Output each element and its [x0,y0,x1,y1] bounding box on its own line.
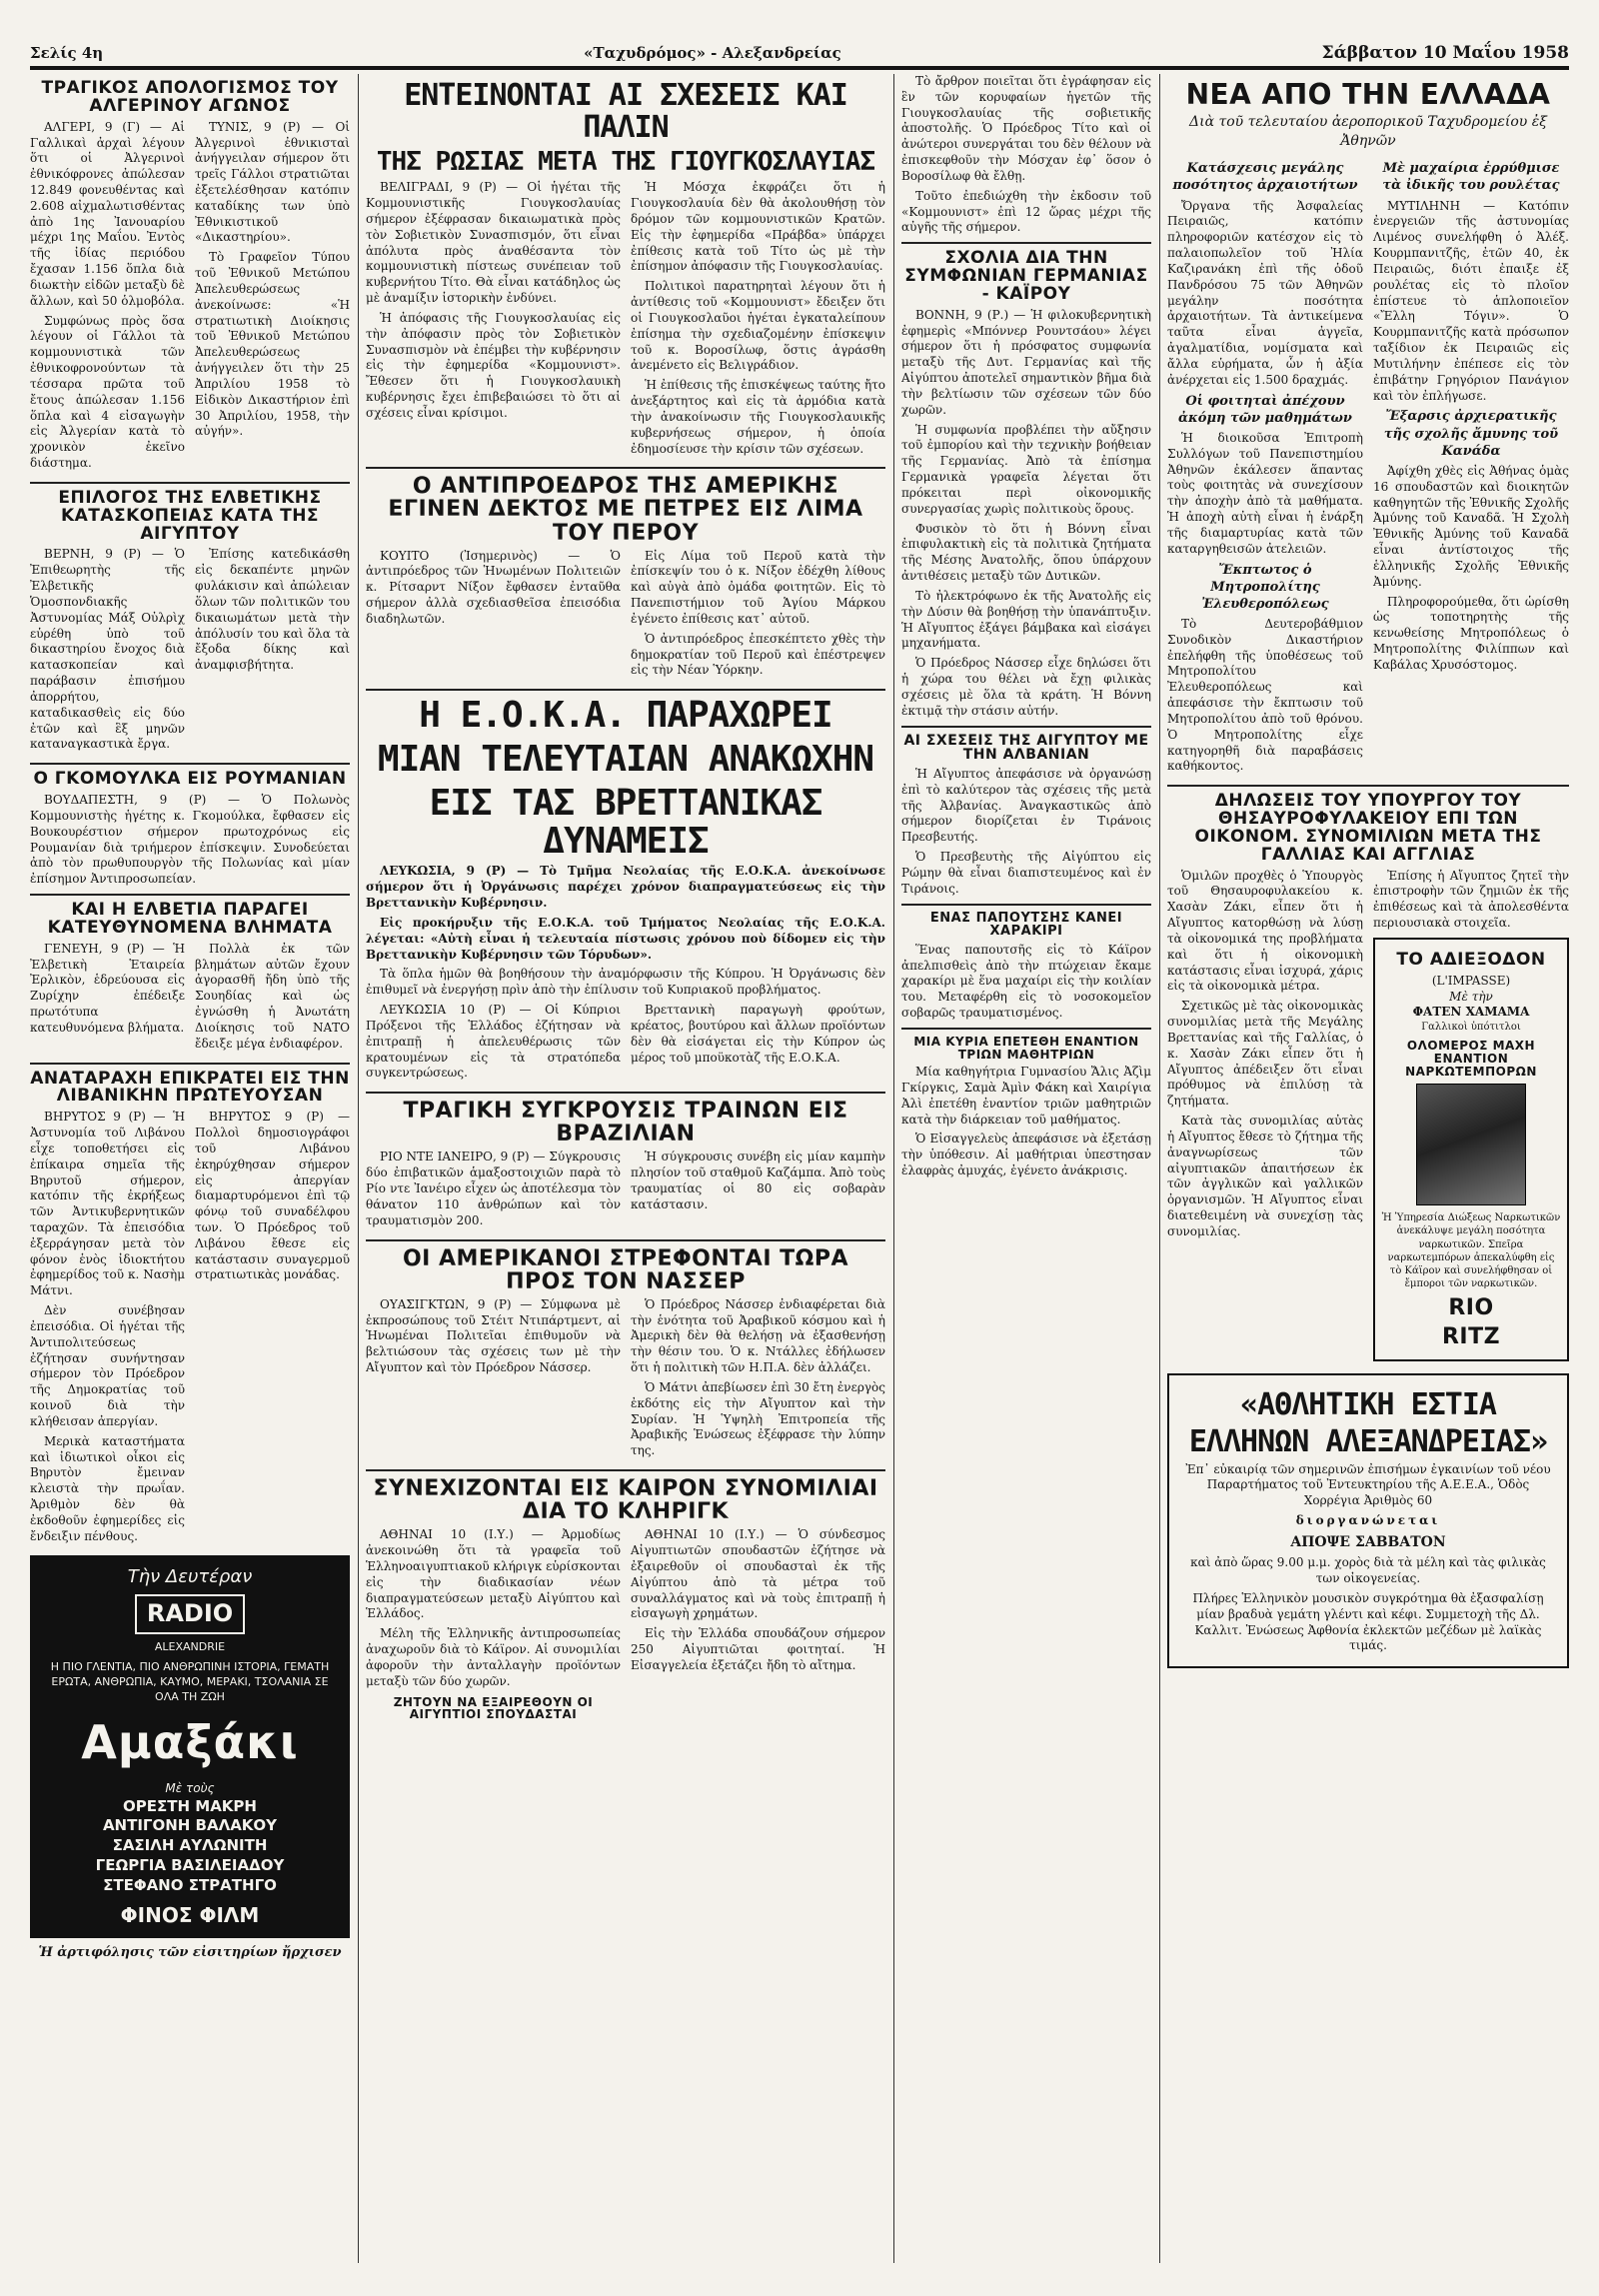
paragraph: Ὁ Πρόεδρος Νάσσερ εἶχε δηλώσει ὅτι ἡ χώρα του θέλει νὰ ἔχῃ φιλικὰς σχέσεις μὲ ὅλα τὰ κράτη. Ἡ Βόννη ἐκτιμᾷ τὴν στάσιν αὐτήν. [901,656,1151,718]
main-headline-line-2: ΤΗΣ ΡΩΣΙΑΣ ΜΕΤΑ ΤΗΣ ΓΙΟΥΓΚΟΣΛΑΥΙΑΣ [376,147,875,177]
headline: ΟΙ ΑΜΕΡΙΚΑΝΟΙ ΣΤΡΕΦΟΝΤΑΙ ΤΩΡΑ ΠΡΟΣ ΤΟΝ ΝΑΣΣΕΡ [402,1245,849,1294]
film-subtitle: (L'IMPASSE) [1431,973,1511,988]
paragraph: ΒΟΝΝΗ, 9 (Ρ.) — Ἡ φιλοκυβερνητικὴ ἐφημερὶς «Μπόννερ Ρουντσάου» λέγει σήμερον ὅτι ἡ πρόσφατος συμφωνία μεταξὺ τῆς Δυτ. Γερμανίας καὶ τῆς Αἰγύπτου ἀποτελεῖ σημαντικὸν βῆμα διὰ τὴν βελτίωσιν τῶν σχέσεων τῶν δύο χωρῶν. [901,307,1151,417]
cinema-name: RADIO [135,1594,245,1634]
film-photo [1416,1084,1526,1205]
cast-member: ΑΝΤΙΓΟΝΗ ΒΑΛΑΚΟΥ [102,1816,278,1835]
headline: Ο ΓΚΟΜΟΥΛΚΑ ΕΙΣ ΡΟΥΜΑΝΙΑΝ [33,769,347,790]
cast-member: ΣΑΣΙΛΗ ΑΥΛΩΝΙΤΗ [112,1836,268,1855]
paragraph: ΡΙΟ ΝΤΕ ΙΑΝΕΙΡΟ, 9 (Ρ) — Σύγκρουσις δύο ἐπιβατικῶν ἁμαξοστοιχιῶν παρὰ τὸ Ρίο ντε Ἰανέιρο εἶχεν ὡς ἀποτέλεσμα τὸν θάνατον 110 ἀνθρώπων καὶ τὸν τραυματισμὸν 200. [366,1149,621,1227]
headline: ΣΥΝΕΧΙΖΟΝΤΑΙ ΕΙΣ ΚΑΙΡΟΝ ΣΥΝΟΜΙΛΙΑΙ ΔΙΑ ΤΟ ΚΛΗΡΙΓΚ [373,1476,878,1525]
paragraph: Ἡ ἀπόφασις τῆς Γιουγκοσλαυίας εἰς τὴν ἀπόφασιν πρὸς τὸν Σοβιετικὸν Συνασπισμὸν νὰ ἐπέμβει τὴν κυβέρνησιν εἰς τὴν ἐφημερίδα «Κομμουνιστ». Ἔθεσεν ὅτι ἡ Γιουγκοσλαυικὴ κυβέρνησις ἔχει ἐπιβεβαιώσει τὸ ὅτι αἱ σχέσεις εἶναι κρίσιμοι. [366,310,621,420]
divider [30,482,350,484]
paragraph: καὶ ἀπὸ ὥρας 9.00 μ.μ. χορὸς διὰ τὰ μέλη καὶ τὰς φιλικὰς των οἰκογενείας. [1190,1555,1546,1586]
article-harakiri [901,912,1151,1022]
paragraph: ΑΠΟΨΕ ΣΑΒΒΑΤΟΝ [1290,1533,1446,1550]
film-title: ΤΟ ΑΔΙΕΞΟΔΟΝ [1396,949,1546,970]
headline: ΚΑΙ Η ΕΛΒΕΤΙΑ ΠΑΡΑΓΕΙ ΚΑΤΕΥΘΥΝΟΜΕΝΑ ΒΛΗΜΑΤΑ [47,900,333,938]
paragraph: Πλήρες Ἑλληνικὸν μουσικὸν συγκρότημα θὰ ἐξασφαλίσῃ μίαν βραδυὰ γεμάτη γλέντι καὶ κέφι. Συμμετοχὴ τῆς Δλ. Καλλιτ. Ἑνώσεως Ἀφθονία ἐκλεκτῶν μεζέδων μὲ λαϊκὰς τιμάς. [1192,1591,1544,1653]
sport-hearth-announcement [1167,1373,1569,1669]
paragraph: Ὁ Πρεσβευτὴς τῆς Αἰγύπτου εἰς Ρώμην θὰ εἶναι διαπιστευμένος καὶ ἐν Τιράνοις. [901,850,1151,896]
paragraph: Ἐπίσης ἡ Αἴγυπτος ζητεῖ τὴν ἐπιστροφὴν τῶν ζημιῶν ἐκ τῆς ἐπιθέσεως καὶ τὰ ἀπολεσθέντα περιουσιακὰ στοιχεῖα. [1373,868,1569,931]
paragraph: ΑΘΗΝΑΙ 10 (Ι.Υ.) — Ἀρμοδίως ἀνεκοινώθη ὅτι τὰ γραφεῖα τοῦ Ἑλληνοαιγυπτιακοῦ κλήριγκ εὑρίσκονται εἰς τὴν διαδικασίαν νέων διαπραγματεύσεων μεταξὺ Αἰγύπτου καὶ Ἑλλάδος. [366,1527,621,1621]
column-3 [901,74,1151,2263]
item-title: Ἔξαρσις ἀρχιερατικῆς τῆς σχολῆς ἄμυνης τοῦ Κανάδα [1383,409,1559,459]
divider [901,904,1151,906]
paragraph: ΒΕΛΙΓΡΑΔΙ, 9 (Ρ) — Οἱ ἡγέται τῆς Κομμουνιστικῆς Γιουγκοσλαυίας σήμερον ἐξέφρασαν δικαιωματικὰ πρὸς τὸν Σοβιετικὸν Συνασπισμόν, ὅτι εἶναι ἀπόλυτα πρὸς ἀναθέσαντα τὸν κομμουνιστικὴ πίστεως συνέπειαν τοῦ κυβερνήτου Τίτο. Θὰ εἶναι κατάδηλος ὡς μὲ ἀναμίξιν ἱστορικὴν ἐνδύνει. [366,180,621,306]
paragraph: Πληροφορούμεθα, ὅτι ὡρίσθη ὡς τοποτηρητὴς τῆς κενωθείσης Μητροπόλεως ὁ Μητροπολίτης Φιλίππων καὶ Καβάλας Χρυσόστομος. [1373,594,1569,672]
paragraph: ΒΗΡΥΤΟΣ 9 (Ρ) — Ἡ Ἀστυνομία τοῦ Λιβάνου εἶχε τοποθετήσει εἰς ἐπίκαιρα σημεῖα τῆς Βηρυτοῦ σήμερον, κατόπιν τῆς ἐκρήξεως τῶν Ἀντικυβερνητικῶν ταραχῶν. Τὰ ἐπεισόδια ἐξερράγησαν μετὰ τὸν φόνον ἑνὸς ἰδιοκτήτου ἐφημερίδος τοῦ κ. Νασὴμ Μάτνι. [30,1110,185,1298]
paragraph: Τὸ Δευτεροβάθμιον Συνοδικὸν Δικαστήριον ἐπελήφθη τῆς ὑποθέσεως τοῦ Μητροπολίτου Ἐλευθεροπόλεως καὶ ἀπεφάσισε τὴν ἔκπτωσιν τοῦ Μητροπολίτου ἀπὸ τοῦ θρόνου. Ὁ Μητροπολίτης εἶχε κατηγορηθῆ διὰ παραβάσεις καθήκοντος. [1167,616,1363,774]
masthead-rule [30,66,1569,70]
issue-date: Σάββατον 10 Μαΐου 1958 [1321,43,1569,63]
paragraph: Φυσικὸν τὸ ὅτι ἡ Βόννη εἶναι ἐπιφυλακτικὴ εἰς τὰ πολιτικὰ ζητήματα τῆς Μέσης Ἀνατολῆς, ὅπου ὑπάρχουν ἀντιθέσεις μεταξὺ τῶν Δυτικῶν. [901,521,1151,584]
cast-member: ΟΡΕΣΤΗ ΜΑΚΡΗ [123,1796,257,1815]
paragraph: Μερικὰ καταστήματα καὶ ἰδιωτικοὶ οἶκοι εἰς Βηρυτὸν ἔμειναν κλειστὰ τὴν πρωΐαν. Ἀριθμὸν δὲν θὰ ἐκδοθοῦν ἐφημερίδες εἰς ἔνδειξιν πένθους. [30,1433,185,1543]
center-column [366,74,885,2263]
cinema-name: RIO [1448,1295,1494,1321]
divider [1167,785,1569,787]
divider [366,1092,885,1094]
column-4 [1167,74,1569,2263]
article-finance-minister [1167,793,1569,1366]
announcement-title-2: ΕΛΛΗΝΩΝ ΑΛΕΞΑΝΔΡΕΙΑΣ» [1188,1424,1548,1460]
paragraph: Ἐπίσης κατεδικάσθη εἰς δεκαπέντε μηνῶν φυλάκισιν καὶ ἀπώλειαν ὅλων τῶν πολιτικῶν του δικαιωμάτων μετὰ τὴν ἀπόλυσίν του καὶ ὅλα τὰ ἔξοδα δίκης καὶ ἀναμφισβήτητα. [195,547,350,673]
cast-member: ΣΤΕΦΑΝΟ ΣΤΡΑΤΗΓΟ [103,1875,277,1894]
main-headline-line-1: ΕΝΤΕΙΝΟΝΤΑΙ ΑΙ ΣΧΕΣΕΙΣ ΚΑΙ ΠΑΛΙΝ [404,78,847,145]
article-gomulka [30,771,350,888]
paragraph: Ὁ ἀντιπρόεδρος ἐπεσκέπτετο χθὲς τὴν δημοκρατίαν τοῦ Περοῦ καὶ ἐπέστρεψεν εἰς τὴν Νέαν Ὑόρκην. [631,631,885,678]
film-note: Γαλλικοὶ ὑπότιτλοι [1421,1022,1521,1034]
paragraph: Κατὰ τὰς συνομιλίας αὐτὰς ἡ Αἴγυπτος ἔθεσε τὸ ζήτημα τῆς ἀναγνωρίσεως τῶν αἰγυπτιακῶν ἀπαιτήσεων ἐκ τῶν ἀγγλικῶν καὶ γαλλικῶν ὀργανισμῶν. Ἡ Αἴγυπτος εἶναι διατεθειμένη νὰ συνεχίσῃ τὰς συνομιλίας. [1167,1114,1363,1238]
film-headline: ΟΛΟΜΕΡΟΣ ΜΑΧΗ ΕΝΑΝΤΙΟΝ ΝΑΡΚΩΤΕΜΠΟΡΩΝ [1405,1039,1537,1079]
ad-with: Μὲ τὴν [1449,989,1493,1004]
article-russia-yugoslavia [366,80,885,461]
paragraph: Εἰς Λίμα τοῦ Περοῦ κατὰ τὴν ἐπίσκεψίν του ὁ κ. Νίξον ἐδέχθη λίθους καὶ αὐγὰ ἀπὸ ὀμάδα φοιτητῶν. Εἰς τὸ Πανεπιστήμιον τοῦ Ἁγίου Μάρκου ἐγένετο ἐπίθεσις κατ᾿ αὐτοῦ. [631,548,885,626]
item-title: Κατάσχεσις μεγάλης ποσότητος ἀρχαιοτήτων [1172,161,1358,194]
paragraph: Τὸ Γραφεῖον Τύπου τοῦ Ἐθνικοῦ Μετώπου Ἀπελευθερώσεως ἀνεκοίνωσε: «Ἡ στρατιωτικὴ Διοίκησις τοῦ Ἐθνικοῦ Μετώπου Ἀπελευθερώσεως ἀνήγγειλεν ὅτι τὴν 25 Ἀπριλίου 1958 τὸ Εἰδικὸν Δικαστήριον ἐπὶ 30 Ἀπριλίου, 1958, τὴν αὐγήν». [195,250,350,439]
divider [901,1028,1151,1030]
divider [30,763,350,765]
section-subtitle: Διὰ τοῦ τελευταίου ἀεροπορικοῦ Ταχυδρομείου ἐξ Ἀθηνῶν [1188,114,1547,149]
item-title: Μὲ μαχαίρια ἐρρύθμισε τὰ ἰδικῆς του ρουλέτας [1382,161,1560,194]
paragraph: ΜΥΤΙΛΗΝΗ — Κατόπιν ἐνεργειῶν τῆς ἀστυνομίας Λιμένος συνελήφθη ὁ Ἀλέξ. Κουρμπανιτζῆς, ἐτῶν 40, ἐκ Πειραιῶς, διότι ἐπαιξε ἐξ ρουλέτας εἰς τὸ πλοῖον ἐπίστευε τὸ ἁπλοποιεῖον «Ἔλλη Τόγιν». Ὁ Κουρμπανιτζῆς κατὰ πρόσωπον ταξίδιον ἐκ Πειραιῶς εἰς Μυτιλήνην ἐπέπεσε εἰς τὸν ἐπιβάτην Γρηγόριον Πανάγιον καὶ τὸν ἐπλήγωσε. [1373,198,1569,403]
article-algeria [30,80,350,476]
article-clearing-talks [366,1477,885,1725]
paragraph: Ἡ σύγκρουσις συνέβη εἰς μίαν καμπὴν πλησίον τοῦ σταθμοῦ Καζάμπα. Ἀπὸ τοὺς τραυματίας οἱ 80 εἰς σοβαρὰν κατάστασιν. [631,1149,885,1211]
paragraph: Ἡ διοικοῦσα Ἐπιτροπὴ Συλλόγων τοῦ Πανεπιστημίου Ἀθηνῶν ἐκάλεσεν ἅπαντας τοὺς φοιτητὰς νὰ συνεχίσουν τὴν ἀποχὴν ἀπὸ τὰ μαθήματα. Ἡ ἀποχὴ αὐτὴ εἶναι ἡ ἐνάρξη τῆς διαμαρτυρίας κατὰ τῶν καταργηθεισῶν ἀτελειῶν. [1167,430,1363,556]
paragraph: ΒΕΡΝΗ, 9 (Ρ) — Ὁ Ἐπιθεωρητὴς τῆς Ἐλβετικῆς Ὁμοσπονδιακῆς Ἀστυνομίας Μάξ Οὐλρὶχ εὑρέθη ὑπὸ τοῦ δικαστηρίου ἔνοχος διὰ κατασκοπείαν καὶ παράβασιν ἐπισήμου ἀπορρήτου, καταδικασθεὶς εἰς δύο ἐτῶν καὶ ἓξ μηνῶν καταναγκαστικὰ ἔργα. [30,547,185,752]
film-star: ΦΑΤΕΝ ΧΑΜΑΜΑ [1412,1005,1530,1020]
paragraph: Ὁ Πρόεδρος Νάσσερ ἐνδιαφέρεται διὰ τὴν ἑνότητα τοῦ Ἀραβικοῦ κόσμου καὶ ἡ Ἀμερικὴ δὲν θὰ θελήσῃ νὰ ἐξασθενήσῃ τὴν θέσιν του. Ὁ κ. Ντάλλες ἐδήλωσεν ὅτι ἡ πολιτικὴ τῶν Η.Π.Α. δὲν ἀλλάζει. [631,1296,885,1375]
film-advertisement [1373,938,1569,1361]
paragraph: Μία καθηγήτρια Γυμνασίου Ἄλις Ἀζὶμ Γκίργκις, Σαμὰ Ἀμὶν Φάκη καὶ Χαιρίγια Ἀλὶ ἐπετέθη ἐναντίον τριῶν μαθητριῶν κατὰ τὴν διάρκειαν τοῦ μαθήματος. [901,1065,1151,1127]
paragraph: Τὸ ἠλεκτρόφωνο ἐκ τῆς Ἀνατολῆς εἰς τὴν Δύσιν θὰ βοηθήσῃ τὴν ὑπανάπτυξιν. Ἡ Αἴγυπτος ἐξάγει βάμβακα καὶ εἰσάγει μηχανήματα. [901,588,1151,651]
paragraph: ΚΟΥΙΤΟ (Ἰσημερινὸς) — Ὁ ἀντιπρόεδρος τῶν Ἡνωμένων Πολιτειῶν κ. Ρίτσαρντ Νίξον ἔφθασεν ἐνταῦθα σήμερον ἀλλὰ σχεδιασθεῖσα ἐπεισόδια διαδηλωτῶν. [366,548,621,626]
paragraph: Τὸ ἄρθρον ποιεῖται ὅτι ἐγράφησαν εἰς ἓν τῶν κορυφαίων ἡγετῶν τῆς Γιουγκοσλαυίας τῆς σοβιετικῆς ἀποστολῆς. Ὁ Πρόεδρος Τίτο καὶ οἱ ἀνώτεροι συνεργάται του δὲν θέλουν νὰ ἐπισκεφθοῦν τὴν Μόσχαν ἐφ᾿ ὅσον ὁ Βοροσίλωφ θὰ ἔλθῃ. [901,74,1151,183]
ad-with: Μὲ τοὺς [165,1780,215,1795]
paragraph: Πολλὰ ἐκ τῶν βλημάτων αὐτῶν ἔχουν ἀγορασθῆ ἤδη ὑπὸ τῆς Σουηδίας καὶ ὡς ἐγνώσθη ἡ Ἀνωτάτη Διοίκησις τοῦ ΝΑΤΟ ἔδειξε μέγα ἐνδιαφέρον. [195,941,350,1051]
headline: ΤΡΑΓΙΚΟΣ ΑΠΟΛΟΓΙΣΜΟΣ ΤΟΥ ΑΛΓΕΡΙΝΟΥ ΑΓΩΝΟΣ [41,78,339,116]
headline: Ο ΑΝΤΙΠΡΟΕΔΡΟΣ ΤΗΣ ΑΜΕΡΙΚΗΣ ΕΓΙΝΕΝ ΔΕΚΤΟΣ ΜΕ ΠΕΤΡΕΣ ΕΙΣ ΛΙΜΑ ΤΟΥ ΠΕΡΟΥ [388,474,863,546]
column-rule [1159,74,1160,2263]
headline: ΕΝΑΣ ΠΑΠΟΥΤΣΗΣ ΚΑΝΕΙ ΧΑΡΑΚΙΡΙ [929,910,1123,940]
newspaper-name: «Ταχυδρόμος» - Αλεξανδρείας [584,44,841,62]
film-description: Ἡ Ὑπηρεσία Διώξεως Ναρκωτικῶν ἀνεκάλυψε μεγάλη ποσότητα ναρκωτικῶν. Σπεῖρα ναρκωτεμπόρων ἀπεκαλύφθη εἰς τὸ Κάϊρον καὶ συνελήφθησαν οἱ ἔμποροι τῶν ναρκωτικῶν. [1381,1212,1561,1290]
headline: ΣΧΟΛΙΑ ΔΙΑ ΤΗΝ ΣΥΜΦΩΝΙΑΝ ΓΕΡΜΑΝΙΑΣ - ΚΑΪΡΟΥ [904,248,1148,304]
news-from-greece [1167,80,1569,779]
paragraph: Μέλη τῆς Ἑλληνικῆς ἀντιπροσωπείας ἀναχωροῦν διὰ τὸ Κάϊρον. Αἱ συνομιλίαι ἀφοροῦν τὴν ἀνταλλαγὴν προϊόντων μεταξὺ τῶν δύο χωρῶν. [366,1626,621,1688]
divider [901,242,1151,244]
paragraph: Ὄργανα τῆς Ἀσφαλείας Πειραιῶς, κατόπιν πληροφοριῶν κατέσχον εἰς τὸ παλαιοπωλεῖον τοῦ Ἠλία Καζιρανάκη ἐπὶ τῆς ὁδοῦ Πανδρόσου 75 τῶν Ἀθηνῶν μεγάλην ποσότητα ἀρχαιοτήτων. Τὰ ἀντικείμενα ταῦτα εἶναι ἀγγεῖα, ἀγαλματίδια, νομίσματα καὶ ἄλλα εὑρήματα, ὧν ἡ ἀξία ἀνέρχεται εἰς 1.500 δραχμάς. [1167,198,1363,387]
paragraph: Ὁ Μάτνι ἀπεβίωσεν ἐπὶ 30 ἔτη ἐνεργὸς ἐκδότης εἰς τὴν Αἴγυπτον καὶ τὴν Συρίαν. Ἡ Ὑψηλὴ Ἐπιτροπεία τῆς Ἀραβικῆς Ἑνώσεως ἐξέφρασε τὴν λύπην της. [631,1379,885,1458]
paragraph: ΒΗΡΥΤΟΣ 9 (Ρ) — Πολλοὶ δημοσιογράφοι τοῦ Λιβάνου ἐκηρύχθησαν σήμερον εἰς ἀπεργίαν διαμαρτυρόμενοι ἐπὶ τῷ φόνῳ τοῦ συναδέλφου των. Ὁ Πρόεδρος τοῦ Λιβάνου ἔθεσε εἰς κατάστασιν συναγερμοῦ στρατιωτικὰς μονάδας. [195,1110,350,1282]
paragraph: διοργανώνεται [1295,1513,1441,1528]
paragraph: ΛΕΥΚΩΣΙΑ, 9 (Ρ) — Τὸ Τμῆμα Νεολαίας τῆς Ε.Ο.Κ.Α. ἀνεκοίνωσε σήμερον ὅτι ἡ Ὀργάνωσις παρέχει χρόνον διαπραγματεύσεως εἰς τὴν Βρεττανικὴν Κυβέρνησιν. [366,864,885,911]
paragraph: Σχετικῶς μὲ τὰς οἰκονομικὰς συνομιλίας μετὰ τῆς Μεγάλης Βρεττανίας καὶ τῆς Γαλλίας, ὁ κ. Χασὰν Ζάκι εἶπεν ὅτι ἡ Αἴγυπτος ἀπέδειξεν ὅτι εἶναι πρόθυμος νὰ ἐπιλύσῃ τὰ ζητήματα. [1167,999,1363,1109]
headline: ΤΡΑΓΙΚΗ ΣΥΓΚΡΟΥΣΙΣ ΤΡΑΙΝΩΝ ΕΙΣ ΒΡΑΖΙΛΙΑΝ [403,1099,848,1148]
paragraph: ΒΟΥΔΑΠΕΣΤΗ, 9 (Ρ) — Ὁ Πολωνὸς Κομμουνιστὴς ἡγέτης κ. Γκομούλκα, ἔφθασεν εἰς Βουκουρέστιον σήμερον πρωτοχρόνως εἰς Ρουμανίαν διὰ τριήμερον ἐπίσκεψιν. Συνοδεύεται ἀπὸ τὸν πρωθυπουργὸν τῆς Πολωνίας καὶ μίαν ἐπίσημον Ἀντιπροσωπείαν. [30,793,350,887]
producer: ΦΙΝΟΣ ΦΙΛΜ [120,1902,260,1927]
paragraph: Ἡ Μόσχα ἐκφράζει ὅτι ἡ Γιουγκοσλαυία δὲν θὰ ἀκολουθήσῃ τὸν δρόμον τῶν κομμουνιστικῶν Κρατῶν. Εἰς τὴν ἐφημερίδα «Πράβδα» ὑπάρχει ἐπίθεσις κατὰ τοῦ Τίτο ὡς μὲ τὴν ἐπίσημον ἀπόφασιν τῆς Γιουγκοσλαυίας. [631,180,885,274]
announcement-title: «ΑΘΛΗΤΙΚΗ ΕΣΤΙΑ [1240,1386,1496,1422]
article-teacher [901,1036,1151,1179]
article-swiss-missiles [30,902,350,1056]
divider [366,1469,885,1471]
divider [30,894,350,896]
paragraph: Τὰ ὅπλα ἡμῶν θὰ βοηθήσουν τὴν ἀναμόρφωσιν τῆς Κύπρου. Ἡ Ὀργάνωσις δὲν ἐπιθυμεῖ νὰ ἐνεργήσῃ πρὶν ἀπὸ τὴν ἐπίλυσιν τοῦ Κυπριακοῦ προβλήματος. [366,967,885,998]
page-number: Σελίς 4η [30,44,104,62]
ad-tagline: Η ΠΙΟ ΓΛΕΝΤΙΑ, ΠΙΟ ΑΝΘΡΩΠΙΝΗ ΙΣΤΟΡΙΑ, ΓΕΜΑΤΗ ΕΡΩΤΑ, ΑΝΘΡΩΠΙΑ, ΚΑΥΜΟ, ΜΕΡΑΚΙ, ΤΣΟΛΑΝΙΑ ΣΕ ΟΛΑ ΤΗ ΖΩΗ [50,1660,330,1703]
article-americans-nasser [366,1247,885,1463]
paragraph: Ὁμιλῶν προχθὲς ὁ Ὑπουργὸς τοῦ Θησαυροφυλακείου κ. Χασὰν Ζάκι, εἶπεν ὅτι ἡ Αἴγυπτος κατορθώσῃ νὰ λύσῃ τὰ οἰκονομικά της προβλήματα καὶ ὅτι ἡ οἰκονομικὴ κατάστασις εἶναι ἰσχυρά, χάρις εἰς τὰ οἰκονομικὰ μέτρα. [1167,868,1363,994]
subheadline: ΖΗΤΟΥΝ ΝΑ ΕΞΑΙΡΕΘΟΥΝ ΟΙ ΑΙΓΥΠΤΙΟΙ ΣΠΟΥΔΑΣΤΑΙ [393,1694,594,1722]
column-rule [358,74,359,2263]
column-rule [893,74,894,2263]
divider [30,1063,350,1065]
paragraph: Συμφώνως πρὸς ὅσα λέγουν οἱ Γάλλοι τὰ κομμουνιστικὰ τῶν ἐθνικοφρονούντων τὰ τέσσαρα πρῶτα τοῦ ἔτους ἀπώλεσαν 1.156 ὅπλα καὶ 4 εἰσαγωγὴν εἰς Ἀλγερίαν κατὰ τὸ χρονικὸν ἐκεῖνο διάστημα. [30,313,185,471]
paragraph: Ἡ ἐπίθεσις τῆς ἐπισκέψεως ταύτης ἤτο ἀνεξάρτητος καὶ εἰς τὰ ἀρμόδια κατὰ τὴν ἀνακοίνωσιν τῆς Γιουγκοσλαυικῆς κυβερνήσεως σήμερον, ἡ ὁποία ἐδημοσίευσε τὴν κρίσιν τῶν σχέσεων. [631,378,885,456]
article-nixon [366,475,885,683]
headline: ΑΝΑΤΑΡΑΧΗ ΕΠΙΚΡΑΤΕΙ ΕΙΣ ΤΗΝ ΛΙΒΑΝΙΚΗΝ ΠΡΩΤΕΥΟΥΣΑΝ [30,1068,350,1107]
article-germany-cairo [901,250,1151,719]
paragraph: ΑΘΗΝΑΙ 10 (Ι.Υ.) — Ὁ σύνδεσμος Αἰγυπτιωτῶν σπουδαστῶν ἐζήτησε νὰ ἐξαιρεθοῦν οἱ σπουδασταὶ ἐκ τῆς Αἰγύπτου ἀπὸ τὰ μέτρα τοῦ συναλλάγματος καὶ νὰ τοὺς ἐπιτραπῇ ἡ εἰσαγωγὴ χρημάτων. [631,1527,885,1621]
divider [901,726,1151,728]
paragraph: Εἰς προκήρυξιν τῆς Ε.Ο.Κ.Α. τοῦ Τμήματος Νεολαίας τῆς Ε.Ο.Κ.Α. λέγεται: «Αὐτὴ εἶναι ἡ τελευταία πίστωσις χρόνου ποὺ δίδομεν εἰς τὴν Βρεττανικὴν Κυβέρνησιν τῶν Τόρυδων». [366,915,885,962]
article-brazil-trains [366,1100,885,1232]
cast-member: ΓΕΩΡΓΙΑ ΒΑΣΙΛΕΙΑΔΟΥ [95,1855,285,1874]
paragraph: Ἐπ᾿ εὐκαιρίᾳ τῶν σημερινῶν ἐπισήμων ἐγκαινίων τοῦ νέου Παραρτήματος τοῦ Ἐντευκτηρίου τῆς Α.Ε.Ε.Α., Ὁδὸς Χορρέγια Ἀριθμὸς 60 [1185,1461,1551,1508]
paragraph: Δὲν συνέβησαν ἐπεισόδια. Οἱ ἡγέται τῆς Ἀντιπολιτεύσεως ἐζήτησαν συνήντησαν σήμερον τὸν Πρόεδρον τῆς Δημοκρατίας τοῦ κοινοῦ διὰ τὴν κλήθεισαν ἀπεργίαν. [30,1303,185,1428]
eoka-headline-line-3: ΕΙΣ ΤΑΣ ΒΡΕΤΤΑΝΙΚΑΣ ΔΥΝΑΜΕΙΣ [429,782,822,862]
article-swiss-espionage [30,487,350,757]
paragraph: ΟΥΑΣΙΓΚΤΩΝ, 9 (Ρ) — Σύμφωνα μὲ ἐκπροσώπους τοῦ Στέιτ Ντιπάρτμεντ, αἱ Ἡνωμέναι Πολιτεῖαι ἐπιθυμοῦν νὰ βελτιώσουν τὰς σχέσεις των μὲ τὴν Αἴγυπτον καὶ τὸν Πρόεδρον Νάσσερ. [366,1296,621,1375]
ad-date: Τὴν Δευτέραν [127,1565,253,1587]
cinema-name: RITZ [1441,1324,1501,1350]
paragraph: Εἰς τὴν Ἑλλάδα σπουδάζουν σήμερον 250 Αἰγυπτιῶται φοιτηταί. Ἡ Εἰσαγγελεία ἐξετάζει ἤδη τὸ αἴτημα. [631,1626,885,1672]
headline: ΑΙ ΣΧΕΣΕΙΣ ΤΗΣ ΑΙΓΥΠΤΟΥ ΜΕ ΤΗΝ ΑΛΒΑΝΙΑΝ [903,732,1149,764]
paragraph: Ὁ Εἰσαγγελεὺς ἀπεφάσισε νὰ ἐξετάσῃ τὴν ὑπόθεσιν. Αἱ μαθήτριαι ὑπεστησαν ἐλαφρὰς ἀμυχάς, ἐγένετο ἀνάκρισις. [901,1132,1151,1178]
column-1 [30,74,350,2263]
eoka-headline-line-2: ΜΙΑΝ ΤΕΛΕΥΤΑΙΑΝ ΑΝΑΚΩΧΗΝ [377,739,874,781]
masthead [30,40,1569,66]
headline: ΔΗΛΩΣΕΙΣ ΤΟΥ ΥΠΟΥΡΓΟΥ ΤΟΥ ΘΗΣΑΥΡΟΦΥΛΑΚΕΙΟΥ ΕΠΙ ΤΩΝ ΟΙΚΟΝΟΜ. ΣΥΝΟΜΙΛΙΩΝ ΜΕΤΑ ΤΗΣ ΓΑΛΛΙΑΣ ΚΑΙ ΑΓΓΛΙΑΣ [1194,791,1542,865]
cinema-advertisement [30,1555,350,1938]
ad-footer: Ἡ ἀρτιφόλησις τῶν εἰσιτηρίων ἤρχισεν [38,1944,342,1960]
eoka-headline-line-1: Η Ε.Ο.Κ.Α. ΠΑΡΑΧΩΡΕΙ [419,695,832,737]
cinema-city: ALEXANDRIE [154,1639,226,1653]
item-title: Οἱ φοιτηταὶ ἀπέχουν ἀκόμη τῶν μαθημάτων [1178,393,1352,426]
item-title: Ἔκπτωτος ὁ Μητροπολίτης Ἐλευθεροπόλεως [1201,562,1329,612]
divider [366,689,885,691]
paragraph: Βρεττανικὴ παραγωγὴ φρούτων, κρέατος, βουτύρου καὶ ἄλλων προϊόντων δὲν θὰ εἰσάγεται εἰς τὴν Κύπρον ὡς μέρος τοῦ μποϋκοτὰζ τῆς Ε.Ο.Κ.Α. [631,1003,885,1065]
article-continued-yugoslavia [901,74,1151,236]
headline: ΜΙΑ ΚΥΡΙΑ ΕΠΕΤΕΘΗ ΕΝΑΝΤΙΟΝ ΤΡΙΩΝ ΜΑΘΗΤΡΙΩΝ [913,1034,1139,1062]
paragraph: ΑΛΓΕΡΙ, 9 (Γ) — Αἱ Γαλλικαὶ ἀρχαὶ λέγουν ὅτι οἱ Ἀλγερινοὶ ἐθνικόφρονες ἀπώλεσαν 12.849 φονευθέντας καὶ 2.608 αἰχμαλωτισθέντας ἀπὸ 1ης Ἰανουαρίου μέχρι 1ης Μαΐου. Ἐντὸς τῆς ἰδίας περιόδου ἔχασαν 1.156 ὅπλα διὰ διωκτὴν εἰδῶν μεταξὺ δὲ ἄλλων, καὶ 50 ὁλμοβόλα. [30,119,185,308]
divider [366,467,885,469]
divider [366,1239,885,1241]
paragraph: Ἡ Αἴγυπτος ἀπεφάσισε νὰ ὀργανώσῃ ἐπὶ τὸ καλύτερον τὰς σχέσεις τῆς μετὰ τῆς Ἀλβανίας. Ἀναγκαστικῶς ἀπὸ σήμερον διορίζεται ἐν Τιράνοις Πρεσβευτής. [901,766,1151,845]
paragraph: Τοῦτο ἐπεδιώχθη τὴν ἐκδοσιν τοῦ «Κομμουνιστ» ἐπὶ 12 ὥρας μέχρι τῆς αὐγῆς τῆς σήμερον. [901,188,1151,235]
paragraph: Ἡ συμφωνία προβλέπει τὴν αὔξησιν τοῦ ἐμπορίου καὶ τὴν τεχνικὴν βοήθειαν τῆς Γερμανίας. Ἀπὸ τὰ ἐπίσημα Γερμανικὰ γραφεῖα λέγεται ὅτι πρόκειται περὶ οἰκονομικῆς συνεργασίας χωρὶς πολιτικοὺς ὅρους. [901,422,1151,516]
article-eoka [366,697,885,1086]
film-title: Αμαξάκι [81,1715,299,1770]
paragraph: Πολιτικοὶ παρατηρηταὶ λέγουν ὅτι ἡ ἀντίθεσις τοῦ «Κομμουνιστ» ἔδειξεν ὅτι οἱ Γιουγκοσλαῦοι ἡγέται ἐγκαταλείπουν ἐπίσημα τὴν σχεδιαζομένην ἐπίσκεψιν τοῦ κ. Βοροσίλωφ, ὅστις ἀγράσθη ἀνεμένετο εἰς Βελιγράδιον. [631,279,885,373]
paragraph: ΤΥΝΙΣ, 9 (Ρ) — Οἱ Ἀλγερινοὶ ἐθνικισταὶ ἀνήγγειλαν σήμερον ὅτι τρεῖς Γάλλοι στρατιῶται ἐξετελέσθησαν κατόπιν καταδίκης των ὑπὸ Ἐθνικιστικοῦ «Δικαστηρίου». [195,119,350,245]
paragraph: Ἕνας παπουτσῆς εἰς τὸ Κάϊρον ἀπελπισθεὶς ἀπὸ τὴν πτώχειαν ἔκαμε χαρακίρι μὲ ἕνα μαχαίρι εἰς τὴν κοιλίαν του. Μεταφέρθη εἰς τὸ νοσοκομεῖον σοβαρῶς τραυματισμένος. [901,942,1151,1021]
headline: ΕΠΙΛΟΓΟΣ ΤΗΣ ΕΛΒΕΤΙΚΗΣ ΚΑΤΑΣΚΟΠΕΙΑΣ ΚΑΤΑ ΤΗΣ ΑΙΓΥΠΤΟΥ [58,487,322,544]
article-egypt-albania [901,734,1151,898]
paragraph: ΛΕΥΚΩΣΙΑ 10 (Ρ) — Οἱ Κύπριοι Πρόξενοι τῆς Ἑλλάδος ἐζήτησαν νὰ ἐπιτραπῇ ἡ ἀπελευθέρωσις τῶν κρατουμένων εἰς τὰ στρατόπεδα συγκεντρώσεως. [366,1003,621,1081]
article-lebanon [30,1068,350,1549]
section-headline: ΝΕΑ ΑΠΟ ΤΗΝ ΕΛΛΑΔΑ [1185,78,1551,111]
paragraph: Ἀφίχθη χθὲς εἰς Ἀθήνας ὁμὰς 16 σπουδαστῶν καὶ διοικητῶν καθηγητῶν τῆς Ἐθνικῆς Σχολῆς Ἀμύνης τοῦ Καναδᾶ. Ἡ Σχολὴ Ἐθνικῆς Ἀμύνης τοῦ Καναδᾶ εἶναι ἀντίστοιχος τῆς ἑλληνικῆς Σχολῆς Ἐθνικῆς Ἀμύνης. [1373,463,1569,589]
paragraph: ΓΕΝΕΥΗ, 9 (Ρ) — Ἡ Ἐλβετικὴ Ἑταιρεία Ἐρλικὸν, ἑδρεύουσα εἰς Ζυρίχην ἐπέδειξε πρωτότυπα κατευθυνόμενα βλήματα. [30,941,185,1035]
